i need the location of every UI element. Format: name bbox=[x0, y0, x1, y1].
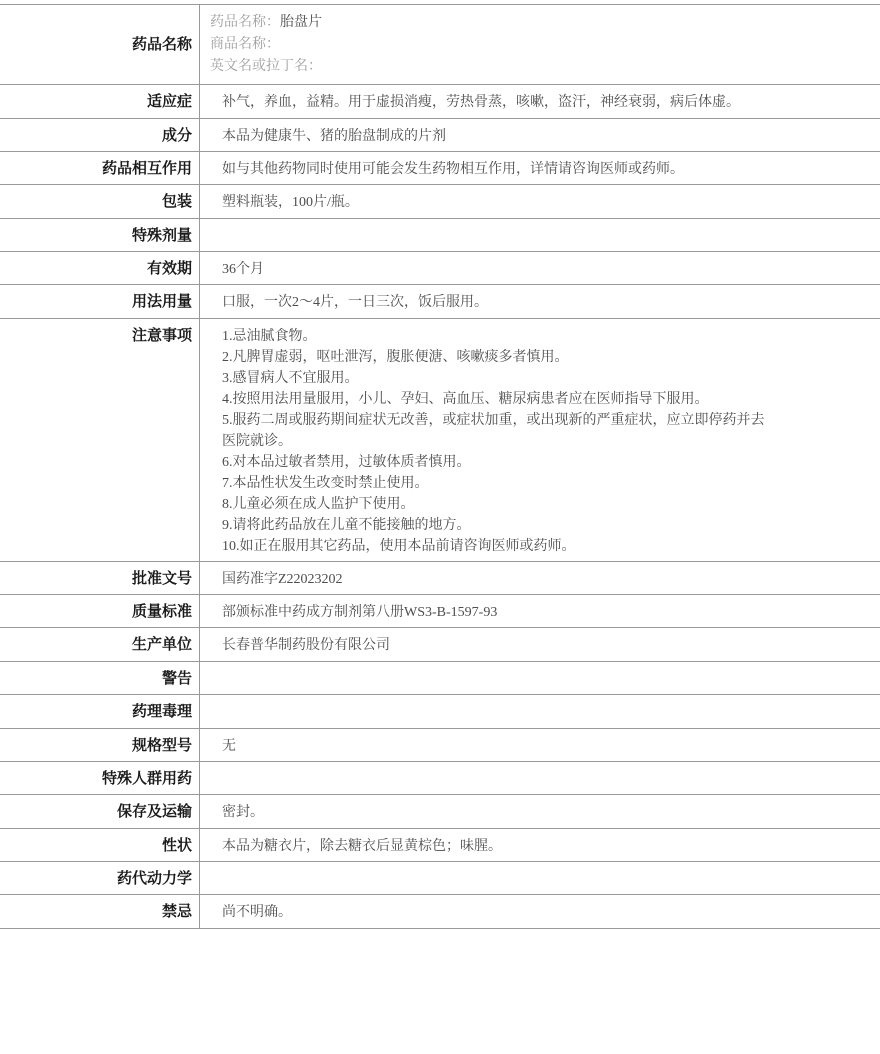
note-line: 3.感冒病人不宜服用。 bbox=[222, 370, 359, 386]
table-row bbox=[0, 829, 880, 862]
row-label: 药代动力学 bbox=[0, 862, 200, 894]
row-label: 有效期 bbox=[0, 252, 200, 284]
row-value: 长春普华制药股份有限公司 bbox=[222, 638, 390, 654]
name-field-value: 胎盘片 bbox=[280, 14, 322, 30]
row-value: 无 bbox=[222, 738, 236, 754]
row-value bbox=[200, 662, 880, 694]
table-row bbox=[0, 628, 880, 661]
row-value bbox=[200, 695, 880, 727]
row-value: 本品为糖衣片，除去糖衣后显黄棕色；味腥。 bbox=[222, 838, 502, 854]
table-row bbox=[0, 762, 880, 795]
table-row bbox=[0, 662, 880, 695]
note-line: 6.对本品过敏者禁用，过敏体质者慎用。 bbox=[222, 454, 471, 470]
row-label: 药品相互作用 bbox=[0, 152, 200, 184]
table-row bbox=[0, 695, 880, 728]
row-label: 规格型号 bbox=[0, 729, 200, 761]
table-row bbox=[0, 319, 880, 562]
note-line: 7.本品性状发生改变时禁止使用。 bbox=[222, 475, 429, 491]
row-value: 口服，一次2～4片，一日三次，饭后服用。 bbox=[222, 295, 488, 311]
row-label: 保存及运输 bbox=[0, 795, 200, 827]
row-label: 生产单位 bbox=[0, 628, 200, 660]
row-value: 补气，养血，益精。用于虚损消瘦，劳热骨蒸，咳嗽，盗汗，神经衰弱，病后体虚。 bbox=[222, 95, 740, 111]
row-value bbox=[200, 5, 880, 84]
name-field-line bbox=[210, 56, 870, 78]
note-line: 9.请将此药品放在儿童不能接触的地方。 bbox=[222, 517, 471, 533]
table-row bbox=[0, 219, 880, 252]
row-value: 尚不明确。 bbox=[222, 905, 292, 921]
note-line: 4.按照用法用量服用，小儿、孕妇、高血压、糖尿病患者应在医师指导下服用。 bbox=[222, 391, 709, 407]
table-row bbox=[0, 252, 880, 285]
row-value: 塑料瓶装，100片/瓶。 bbox=[222, 195, 359, 211]
row-label: 包装 bbox=[0, 185, 200, 217]
name-field-label: 药品名称： bbox=[210, 14, 280, 30]
note-line: 2.凡脾胃虚弱，呕吐泄泻，腹胀便溏、咳嗽痰多者慎用。 bbox=[222, 349, 569, 365]
table-row bbox=[0, 119, 880, 152]
table-row bbox=[0, 562, 880, 595]
row-value: 密封。 bbox=[222, 805, 264, 821]
note-line: 10.如正在服用其它药品，使用本品前请咨询医师或药师。 bbox=[222, 538, 576, 554]
row-label: 药理毒理 bbox=[0, 695, 200, 727]
row-label: 成分 bbox=[0, 119, 200, 151]
note-line: 5.服药二周或服药期间症状无改善，或症状加重，或出现新的严重症状，应立即停药并去医院就诊。 bbox=[222, 412, 765, 449]
row-value: 本品为健康牛、猪的胎盘制成的片剂 bbox=[222, 128, 446, 144]
table-row bbox=[0, 795, 880, 828]
name-field-line bbox=[210, 12, 870, 34]
row-label: 质量标准 bbox=[0, 595, 200, 627]
table-row bbox=[0, 5, 880, 85]
table-row bbox=[0, 862, 880, 895]
row-value bbox=[200, 862, 880, 894]
name-field-label: 英文名或拉丁名： bbox=[210, 58, 322, 74]
row-label: 警告 bbox=[0, 662, 200, 694]
row-label: 适应症 bbox=[0, 85, 200, 117]
row-value: 36个月 bbox=[222, 262, 264, 278]
table-row bbox=[0, 185, 880, 218]
row-label: 用法用量 bbox=[0, 285, 200, 317]
row-label: 性状 bbox=[0, 829, 200, 861]
row-label: 禁忌 bbox=[0, 895, 200, 927]
row-label: 药品名称 bbox=[0, 5, 200, 84]
row-value: 国药准字Z22023202 bbox=[222, 571, 343, 587]
table-row bbox=[0, 595, 880, 628]
table-row bbox=[0, 85, 880, 118]
row-value: 部颁标准中药成方制剂第八册WS3-B-1597-93 bbox=[222, 605, 498, 621]
note-line: 1.忌油腻食物。 bbox=[222, 328, 317, 344]
name-field-label: 商品名称： bbox=[210, 36, 280, 52]
table-row bbox=[0, 895, 880, 928]
row-value bbox=[200, 319, 880, 561]
row-label: 注意事项 bbox=[0, 319, 200, 561]
row-value bbox=[200, 219, 880, 251]
drug-info-table bbox=[0, 4, 880, 929]
row-label: 特殊人群用药 bbox=[0, 762, 200, 794]
table-row bbox=[0, 729, 880, 762]
row-value: 如与其他药物同时使用可能会发生药物相互作用，详情请咨询医师或药师。 bbox=[222, 162, 684, 178]
name-field-line bbox=[210, 34, 870, 56]
table-row bbox=[0, 152, 880, 185]
row-value bbox=[200, 762, 880, 794]
note-line: 8.儿童必须在成人监护下使用。 bbox=[222, 496, 415, 512]
row-label: 特殊剂量 bbox=[0, 219, 200, 251]
row-label: 批准文号 bbox=[0, 562, 200, 594]
table-row bbox=[0, 285, 880, 318]
